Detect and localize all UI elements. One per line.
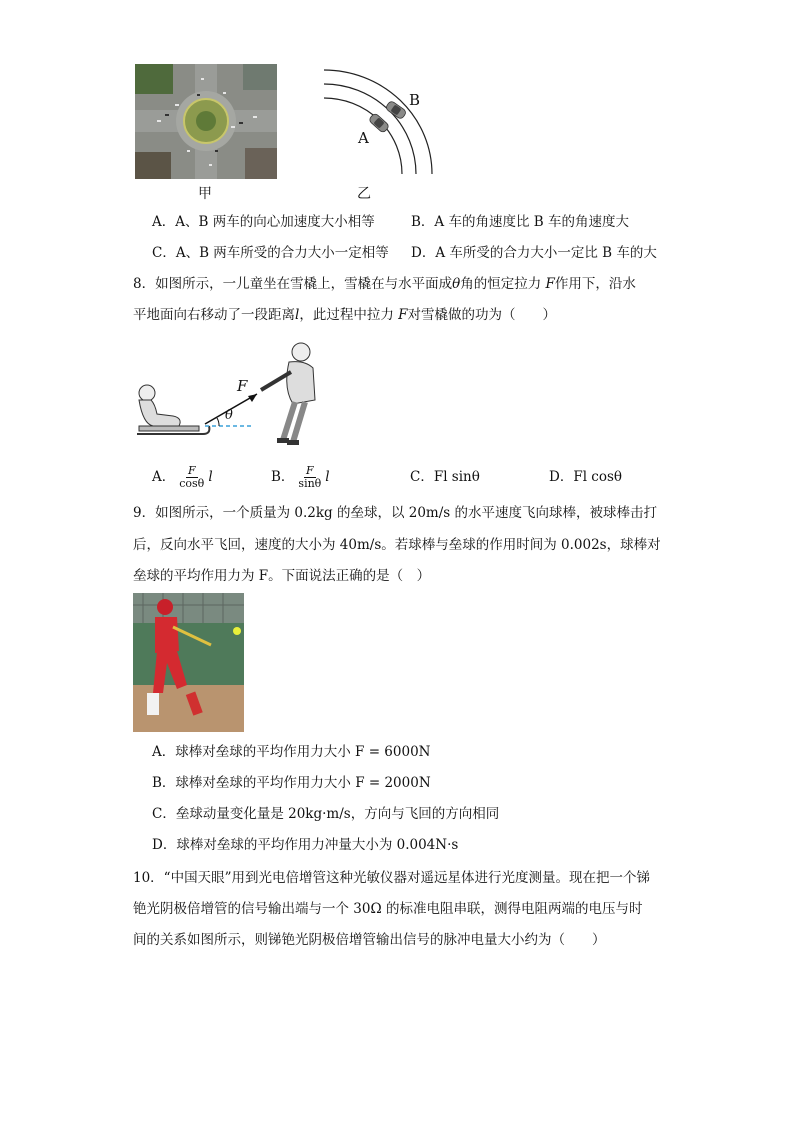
q7-option-a: A．A、B 两车的向心加速度大小相等	[152, 214, 375, 230]
q8-stem-line2: 平地面向右移动了一段距离l，此过程中拉力 F对雪橇做的功为（ ）	[133, 307, 556, 323]
label-a: A	[358, 129, 369, 147]
q7-option-c: C．A、B 两车所受的合力大小一定相等	[152, 245, 389, 261]
q8-stem-line1: 8．如图所示，一儿童坐在雪橇上，雪橇在与水平面成θ角的恒定拉力 F作用下，沿水	[133, 276, 636, 292]
q9-stem-line2: 后，反向水平飞回，速度的大小为 40m/s。若球棒与垒球的作用时间为 0.002s，球棒对	[133, 537, 661, 553]
photo-caption: 甲	[198, 186, 212, 202]
curved-lanes-diagram	[318, 64, 438, 176]
q9-stem-line1: 9．如图所示，一个质量为 0.2kg 的垒球，以 20m/s 的水平速度飞向球棒，被球棒击打	[133, 505, 658, 521]
sled-figure	[133, 338, 323, 448]
q10-stem-line1: 10．“中国天眼”用到光电倍增管这种光敏仪器对遥远星体进行光度测量。现在把一个锑	[133, 870, 650, 886]
label-b: B	[409, 91, 421, 109]
diagram-caption: 乙	[357, 186, 371, 202]
q8-option-b: B． $\frac{F}{\sin\theta}$ l	[271, 464, 330, 490]
q8-option-d: D．Fl cosθ	[549, 469, 623, 485]
q9-stem-line3: 垒球的平均作用力为 F。下面说法正确的是（ ）	[133, 568, 431, 584]
roundabout-photo	[135, 64, 277, 179]
fig-force-label: F	[237, 377, 248, 395]
q8-option-c: C．Fl sinθ	[410, 469, 480, 485]
q9-option-c: C．垒球动量变化量是 20kg·m/s，方向与飞回的方向相同	[152, 806, 500, 822]
q7-option-d: D．A 车所受的合力大小一定比 B 车的大	[411, 245, 657, 261]
softball-batter-photo	[133, 593, 244, 732]
q9-option-d: D．球棒对垒球的平均作用力冲量大小为 0.004N·s	[152, 837, 459, 853]
fig-theta-label: θ	[225, 408, 233, 423]
q10-stem-line2: 铯光阴极倍增管的信号输出端与一个 30Ω 的标准电阻串联，测得电阻两端的电压与时	[133, 901, 643, 917]
q10-stem-line3: 间的关系如图所示，则锑铯光阴极倍增管输出信号的脉冲电量大小约为（ ）	[133, 932, 606, 948]
q9-option-a: A．球棒对垒球的平均作用力大小 F = 6000N	[152, 744, 431, 760]
q9-option-b: B．球棒对垒球的平均作用力大小 F = 2000N	[152, 775, 431, 791]
q8-option-a: A． $\frac{F}{\cos\theta}$ l	[152, 464, 213, 490]
q7-option-b: B．A 车的角速度比 B 车的角速度大	[411, 214, 629, 230]
